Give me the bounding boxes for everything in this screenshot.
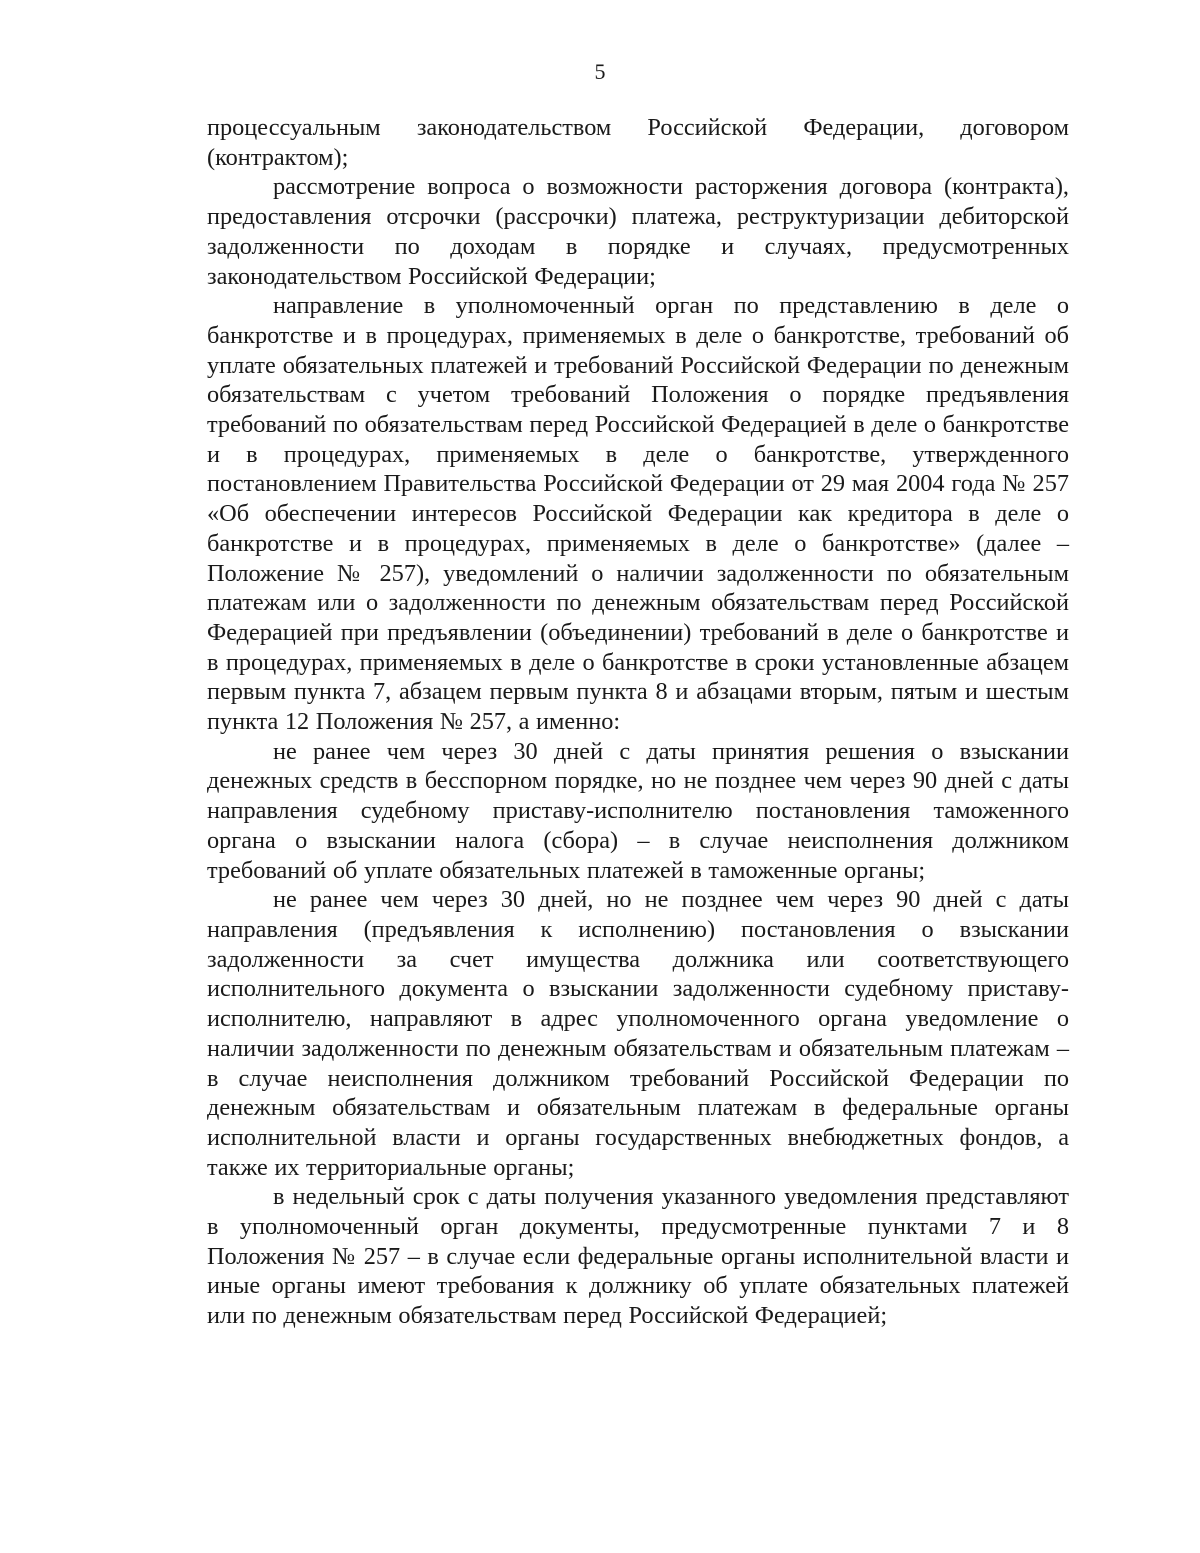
paragraph: не ранее чем через 30 дней, но не позднее чем через 90 дней с даты направления (предъявления к исполнению) постановления о взыскании задолженности за счет имущества должника или соответствующего исполнительного документа о взыскании задолженности судебному приставу-исполнителю, направляют в адрес уполномоченного органа уведомление о наличии задолженности по денежным обязательствам и обязательным платежам – в случае неисполнения должником требований Российской Федерации по денежным обязательствам и обязательным платежам в федеральные органы исполнительной власти и органы государственных внебюджетных фондов, а также их территориальные органы;: [207, 886, 1069, 1181]
page-number: 5: [594, 59, 606, 84]
paragraph: рассмотрение вопроса о возможности расторжения договора (контракта), предоставления отсрочки (рассрочки) платежа, реструктуризации дебиторской задолженности по доходам в порядке и случаях, предусмотренных законодательством Российской Федерации;: [207, 173, 1069, 290]
paragraph: направление в уполномоченный орган по представлению в деле о банкротстве и в процедурах, применяемых в деле о банкротстве, требований об уплате обязательных платежей и требований Российской Федерации по денежным обязательствам с учетом требований Положения о порядке предъявления требований по обязательствам перед Российской Федерацией в деле о банкротстве и в процедурах, применяемых в деле о банкротстве, утвержденного постановлением Правительства Российской Федерации от 29 мая 2004 года № 257 «Об обеспечении интересов Российской Федерации как кредитора в деле о банкротстве и в процедурах, применяемых в деле о банкротстве» (далее – Положение № 257), уведомлений о наличии задолженности по обязательным платежам или о задолженности по денежным обязательствам перед Российской Федерацией при предъявлении (объединении) требований в деле о банкротстве и в процедурах, применяемых в деле о банкротстве в сроки установленные абзацем первым пункта 7, абзацем первым пункта 8 и абзацами вторым, пятым и шестым пункта 12 Положения № 257, а именно:: [207, 292, 1069, 736]
paragraph: в недельный срок с даты получения указанного уведомления представляют в уполномоченный орган документы, предусмотренные пунктами 7 и 8 Положения № 257 – в случае если федеральные органы исполнительной власти и иные органы имеют требования к должнику об уплате обязательных платежей или по денежным обязательствам перед Российской Федерацией;: [207, 1183, 1069, 1330]
paragraph: процессуальным законодательством Российской Федерации, договором (контрактом);: [207, 114, 1069, 171]
paragraph: не ранее чем через 30 дней с даты принятия решения о взыскании денежных средств в бесспорном порядке, но не позднее чем через 90 дней с даты направления судебному приставу-исполнителю постановления таможенного органа о взыскании налога (сбора) – в случае неисполнения должником требований об уплате обязательных платежей в таможенные органы;: [207, 737, 1069, 884]
document-body: [207, 113, 1069, 1331]
